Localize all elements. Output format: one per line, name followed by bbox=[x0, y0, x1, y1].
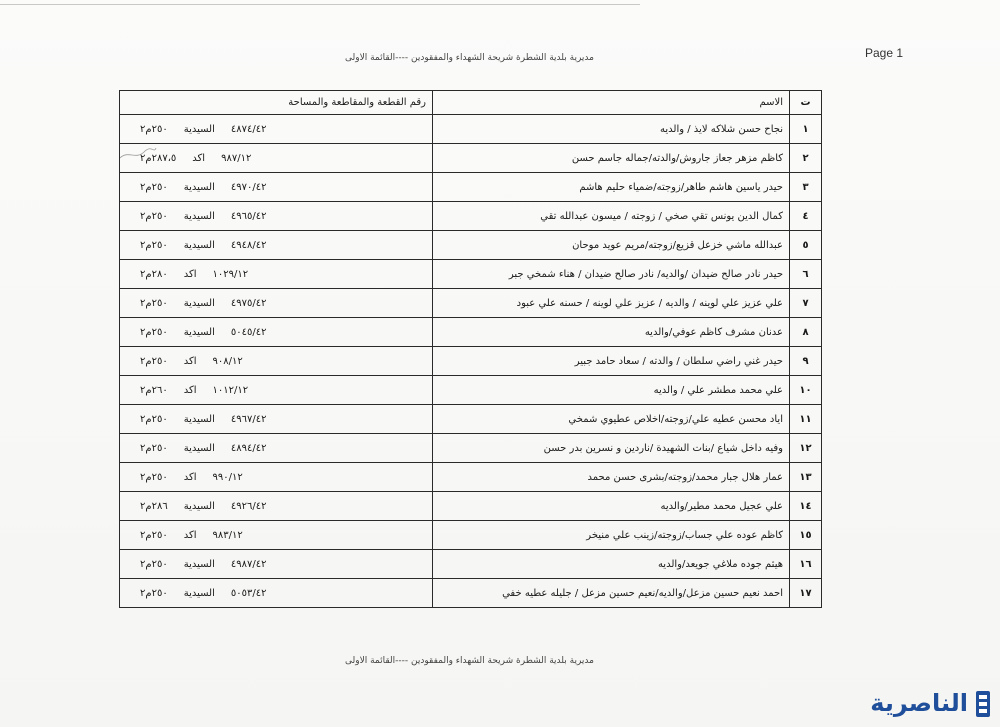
plot-district: اكد bbox=[183, 355, 197, 367]
beneficiary-name: علي محمد مطشر علي / والديه bbox=[433, 376, 790, 405]
column-header-name: الاسم bbox=[433, 91, 790, 115]
beneficiary-name: كاظم مزهر جعاز جاروش/والدته/جماله جاسم حسن bbox=[433, 144, 790, 173]
row-number: ١ bbox=[790, 115, 822, 144]
row-number: ٧ bbox=[790, 289, 822, 318]
plot-number: ٤٩٧٠/٤٢ bbox=[230, 181, 267, 193]
plot-details bbox=[120, 115, 433, 144]
plot-area: ٢٥٠م٢ bbox=[140, 297, 168, 309]
plot-number: ٩٨٣/١٢ bbox=[212, 529, 243, 541]
table-row bbox=[120, 144, 822, 173]
plot-district: السيدية bbox=[183, 297, 215, 309]
plot-area: ٢٦٠م٢ bbox=[140, 384, 168, 396]
beneficiary-name: حيدر غني راضي سلطان / والدته / سعاد حامد جبير bbox=[433, 347, 790, 376]
column-header-number: ت bbox=[790, 91, 822, 115]
row-number: ٦ bbox=[790, 260, 822, 289]
plot-area: ٢٥٠م٢ bbox=[140, 123, 168, 135]
plot-district: السيدية bbox=[183, 413, 215, 425]
table-row bbox=[120, 521, 822, 550]
beneficiary-table bbox=[119, 90, 822, 608]
plot-number: ٤٨٩٤/٤٢ bbox=[230, 442, 267, 454]
plot-details-group bbox=[140, 559, 266, 570]
plot-details bbox=[120, 318, 433, 347]
plot-details-group bbox=[140, 240, 266, 251]
plot-number: ٤٩٧٥/٤٢ bbox=[230, 297, 267, 309]
table-row bbox=[120, 405, 822, 434]
plot-details bbox=[120, 202, 433, 231]
beneficiary-name: احمد نعيم حسين مزعل/والديه/نعيم حسين مزعل / جليله عطيه خفي bbox=[433, 579, 790, 608]
plot-details-group bbox=[140, 153, 251, 164]
row-number: ١٤ bbox=[790, 492, 822, 521]
row-number: ١٣ bbox=[790, 463, 822, 492]
plot-details-group bbox=[140, 356, 243, 367]
plot-number: ٩٩٠/١٢ bbox=[212, 471, 243, 483]
plot-district: اكد bbox=[183, 471, 197, 483]
plot-details bbox=[120, 376, 433, 405]
ziggurat-logo-icon bbox=[972, 687, 994, 719]
plot-district: اكد bbox=[183, 268, 197, 280]
plot-district: السيدية bbox=[183, 442, 215, 454]
row-number: ١٦ bbox=[790, 550, 822, 579]
plot-district: السيدية bbox=[183, 558, 215, 570]
plot-details bbox=[120, 347, 433, 376]
column-header-plot: رقم القطعة والمقاطعة والمساحة bbox=[120, 91, 433, 115]
plot-district: اكد bbox=[183, 529, 197, 541]
beneficiary-name: حيدر نادر صالح ضيدان /والديه/ نادر صالح ضيدان / هناء شمخي جبر bbox=[433, 260, 790, 289]
beneficiary-name: كاظم عوده علي جساب/زوجته/زينب علي منيخر bbox=[433, 521, 790, 550]
table-header-row bbox=[120, 91, 822, 115]
row-number: ١٧ bbox=[790, 579, 822, 608]
plot-area: ٢٥٠م٢ bbox=[140, 326, 168, 338]
plot-area: ٢٨٠م٢ bbox=[140, 268, 168, 280]
plot-details bbox=[120, 434, 433, 463]
top-divider bbox=[0, 4, 640, 5]
plot-number: ٤٩٢٦/٤٢ bbox=[230, 500, 267, 512]
plot-details-group bbox=[140, 327, 266, 338]
plot-details-group bbox=[140, 588, 266, 599]
plot-details bbox=[120, 289, 433, 318]
plot-details bbox=[120, 521, 433, 550]
plot-area: ٢٥٠م٢ bbox=[140, 529, 168, 541]
beneficiary-name: حيدر ياسين هاشم طاهر/زوجته/ضمياء حليم هاشم bbox=[433, 173, 790, 202]
table-row bbox=[120, 115, 822, 144]
nasiriyah-news-logo bbox=[862, 683, 994, 723]
row-number: ٩ bbox=[790, 347, 822, 376]
row-number: ١٠ bbox=[790, 376, 822, 405]
plot-details-group bbox=[140, 124, 266, 135]
plot-district: السيدية bbox=[183, 239, 215, 251]
table-row bbox=[120, 289, 822, 318]
plot-area: ٢٥٠م٢ bbox=[140, 181, 168, 193]
table-row bbox=[120, 579, 822, 608]
table-row bbox=[120, 463, 822, 492]
table-row bbox=[120, 376, 822, 405]
plot-number: ٤٩٨٧/٤٢ bbox=[230, 558, 267, 570]
table-row bbox=[120, 202, 822, 231]
row-number: ٥ bbox=[790, 231, 822, 260]
plot-district: اكد bbox=[183, 384, 197, 396]
beneficiary-name: علي عزيز علي لوينه / والديه / عزيز علي لوينه / حسنه علي عبود bbox=[433, 289, 790, 318]
plot-district: السيدية bbox=[183, 587, 215, 599]
plot-number: ٤٩٤٨/٤٢ bbox=[230, 239, 267, 251]
plot-details-group bbox=[140, 501, 266, 512]
table-row bbox=[120, 550, 822, 579]
row-number: ١٥ bbox=[790, 521, 822, 550]
beneficiary-name: عمار هلال جبار محمد/زوجته/بشرى حسن محمد bbox=[433, 463, 790, 492]
plot-details-group bbox=[140, 269, 248, 280]
plot-district: السيدية bbox=[183, 500, 215, 512]
plot-details-group bbox=[140, 414, 266, 425]
plot-area: ٢٥٠م٢ bbox=[140, 413, 168, 425]
plot-details bbox=[120, 260, 433, 289]
beneficiary-name: علي عجيل محمد مطير/والديه bbox=[433, 492, 790, 521]
table-body bbox=[120, 115, 822, 608]
plot-area: ٢٥٠م٢ bbox=[140, 471, 168, 483]
plot-area: ٢٥٠م٢ bbox=[140, 355, 168, 367]
plot-district: السيدية bbox=[183, 181, 215, 193]
beneficiary-name: كمال الدين يونس تقي صخي / زوجته / ميسون عبدالله تقي bbox=[433, 202, 790, 231]
plot-district: السيدية bbox=[183, 123, 215, 135]
plot-details bbox=[120, 144, 433, 173]
beneficiary-name: نجاح حسن شلاكه لايذ / والديه bbox=[433, 115, 790, 144]
plot-details bbox=[120, 231, 433, 260]
plot-district: اكد bbox=[192, 152, 206, 164]
plot-number: ٩٨٧/١٢ bbox=[221, 152, 252, 164]
plot-number: ٥٠٤٥/٤٢ bbox=[230, 326, 267, 338]
plot-area: ٢٥٠م٢ bbox=[140, 210, 168, 222]
plot-details bbox=[120, 492, 433, 521]
plot-number: ٩٠٨/١٢ bbox=[212, 355, 243, 367]
document-header: مديرية بلدية الشطرة شريحة الشهداء والمفقودين ----القائمة الاولى bbox=[345, 53, 594, 63]
plot-details-group bbox=[140, 472, 243, 483]
plot-details bbox=[120, 405, 433, 434]
table-row bbox=[120, 173, 822, 202]
row-number: ٢ bbox=[790, 144, 822, 173]
plot-details-group bbox=[140, 298, 266, 309]
plot-number: ٥٠٥٣/٤٢ bbox=[230, 587, 267, 599]
plot-area: ٢٨٦م٢ bbox=[140, 500, 168, 512]
plot-details-group bbox=[140, 530, 243, 541]
beneficiary-name: وفيه داخل شياع /بنات الشهيدة /ناردين و نسرين بدر حسن bbox=[433, 434, 790, 463]
beneficiary-name: اياد محسن عطيه علي/زوجته/اخلاص عطيوي شمخي bbox=[433, 405, 790, 434]
table-row bbox=[120, 347, 822, 376]
document-footer: مديرية بلدية الشطرة شريحة الشهداء والمفقودين ----القائمة الاولى bbox=[345, 656, 594, 666]
plot-details bbox=[120, 173, 433, 202]
plot-details-group bbox=[140, 182, 266, 193]
plot-number: ٤٩٦٥/٤٢ bbox=[230, 210, 267, 222]
row-number: ٤ bbox=[790, 202, 822, 231]
plot-number: ١٠٢٩/١٢ bbox=[212, 268, 249, 280]
logo-text: الناصرية bbox=[870, 689, 968, 717]
beneficiary-name: عدنان مشرف كاظم عوفي/والديه bbox=[433, 318, 790, 347]
table-row bbox=[120, 434, 822, 463]
page-number-label: Page 1 bbox=[865, 46, 904, 60]
table-row bbox=[120, 318, 822, 347]
plot-district: السيدية bbox=[183, 326, 215, 338]
plot-area: ٢٨٧،٥م٢ bbox=[140, 152, 177, 164]
table-row bbox=[120, 492, 822, 521]
plot-number: ٤٨٧٤/٤٢ bbox=[230, 123, 267, 135]
row-number: ١١ bbox=[790, 405, 822, 434]
row-number: ١٢ bbox=[790, 434, 822, 463]
plot-details-group bbox=[140, 211, 266, 222]
beneficiary-name: عبدالله ماشي خزعل قزيع/زوجته/مريم عويد موحان bbox=[433, 231, 790, 260]
row-number: ٣ bbox=[790, 173, 822, 202]
plot-details bbox=[120, 463, 433, 492]
row-number: ٨ bbox=[790, 318, 822, 347]
plot-area: ٢٥٠م٢ bbox=[140, 587, 168, 599]
plot-number: ١٠١٢/١٢ bbox=[212, 384, 249, 396]
plot-details-group bbox=[140, 443, 266, 454]
table-row bbox=[120, 260, 822, 289]
beneficiary-name: هيثم جوده ملاغي جويعد/والديه bbox=[433, 550, 790, 579]
plot-area: ٢٥٠م٢ bbox=[140, 442, 168, 454]
plot-district: السيدية bbox=[183, 210, 215, 222]
plot-area: ٢٥٠م٢ bbox=[140, 239, 168, 251]
plot-details-group bbox=[140, 385, 248, 396]
plot-details bbox=[120, 550, 433, 579]
plot-number: ٤٩٦٧/٤٢ bbox=[230, 413, 267, 425]
plot-area: ٢٥٠م٢ bbox=[140, 558, 168, 570]
table-row bbox=[120, 231, 822, 260]
plot-details bbox=[120, 579, 433, 608]
